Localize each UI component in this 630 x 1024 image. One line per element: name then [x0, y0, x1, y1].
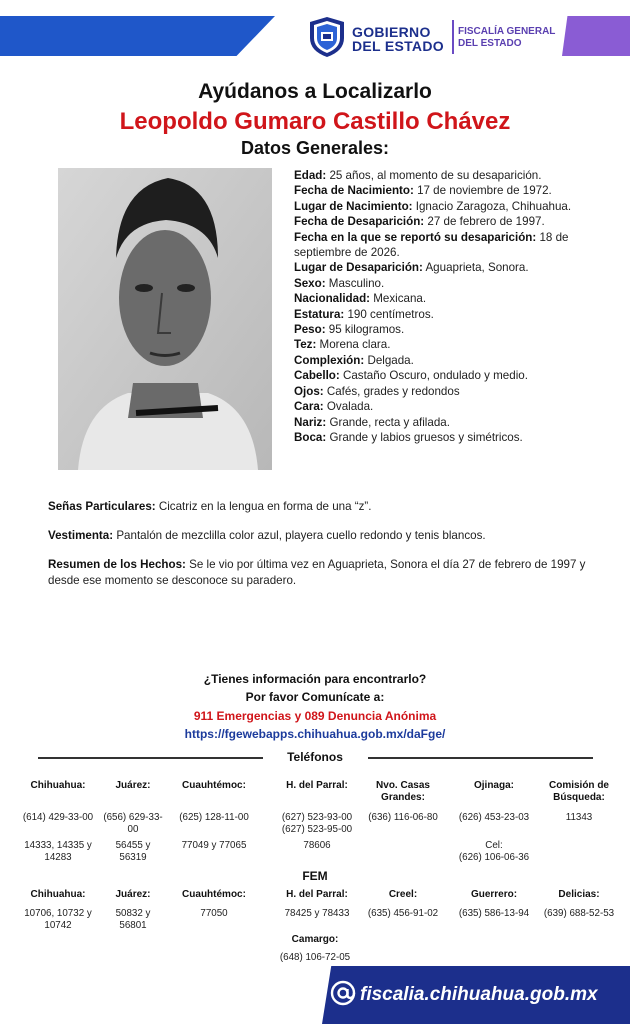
- summary-of-events: [48, 557, 598, 589]
- detail-label: Cabello:: [294, 369, 340, 383]
- phones-header: Cuauhtémoc:: [182, 780, 246, 791]
- summary-label: Resumen de los Hechos:: [48, 558, 186, 571]
- detail-label: Lugar de Nacimiento:: [294, 199, 413, 213]
- fem-header: Delicias:: [558, 889, 600, 900]
- fem-camargo-phone: (648) 106-72-05: [279, 952, 351, 963]
- phones-number: 11343: [565, 812, 593, 823]
- detail-row: [294, 415, 584, 430]
- detail-row: [294, 183, 584, 198]
- detail-label: Cara:: [294, 400, 324, 414]
- phones-extension: 14333, 14335 y 14283: [24, 840, 92, 863]
- fem-number: 50832 y 56801: [115, 908, 151, 931]
- contact-question: ¿Tienes información para encontrarlo?: [203, 672, 427, 686]
- detail-row: [294, 168, 584, 183]
- detail-label: Complexión:: [294, 353, 365, 367]
- clothing-label: Vestimenta:: [48, 529, 114, 542]
- phones-number: (656) 629-33-00: [103, 812, 163, 835]
- detail-value: Castaño Oscuro, ondulado y medio.: [339, 369, 528, 383]
- phones-header: Chihuahua:: [30, 780, 86, 791]
- fem-number: 77050: [200, 908, 228, 919]
- detail-label: Ojos:: [294, 384, 324, 398]
- detail-label: Fecha en la que se reportó su desaparición:: [294, 230, 537, 244]
- phones-header: Ojinaga:: [473, 780, 514, 791]
- distinguishing-marks-value: Cicatriz en la lengua en forma de una “z”.: [155, 500, 372, 513]
- fem-number: 10706, 10732 y 10742: [24, 908, 92, 931]
- footer-website-link[interactable]: fiscalia.chihuahua.gob.mx: [360, 984, 598, 1005]
- detail-label: Tez:: [294, 338, 317, 352]
- detail-label: Nacionalidad:: [294, 292, 371, 306]
- detail-value: 27 de febrero de 1997.: [424, 215, 545, 229]
- detail-row: [294, 230, 584, 261]
- detail-row: [294, 322, 584, 337]
- detail-row: [294, 291, 584, 306]
- section-subtitle: Datos Generales:: [240, 138, 390, 158]
- gov-title-line2: DEL ESTADO: [352, 38, 444, 54]
- detail-label: Edad:: [294, 169, 327, 182]
- phones-number: (614) 429-33-00: [22, 812, 94, 823]
- detail-value: Masculino.: [325, 276, 385, 290]
- detail-row: [294, 214, 584, 229]
- detail-value: Grande y labios gruesos y simétricos.: [326, 430, 523, 444]
- detail-value: Delgada.: [364, 353, 414, 367]
- detail-label: Estatura:: [294, 307, 345, 321]
- distinguishing-marks-label: Señas Particulares:: [48, 500, 156, 513]
- fiscalia-title-line2: DEL ESTADO: [458, 38, 522, 49]
- detail-row: [294, 199, 584, 214]
- fem-number: (635) 456-91-02: [367, 908, 439, 919]
- detail-value: Aguaprieta, Sonora.: [422, 261, 529, 275]
- fiscalia-title-line1: FISCALÍA GENERAL: [458, 26, 556, 37]
- phones-title: Teléfonos: [287, 750, 343, 764]
- email-at-icon: [330, 980, 356, 1006]
- detail-label: Lugar de Desaparición:: [294, 261, 423, 275]
- detail-row: [294, 337, 584, 352]
- phones-header: Comisión de Búsqueda:: [548, 780, 609, 803]
- detail-value: Grande, recta y afilada.: [326, 415, 450, 429]
- detail-row: [294, 368, 584, 383]
- phones-header: Juárez:: [115, 780, 151, 791]
- detail-label: Sexo:: [294, 276, 326, 290]
- header-band-left: [0, 16, 275, 56]
- detail-row: [294, 307, 584, 322]
- detail-label: Fecha de Desaparición:: [294, 215, 425, 229]
- fem-header: Creel:: [388, 889, 418, 900]
- summary-value: Se le vio por última vez en Aguaprieta, Sonora el día 27 de febrero de 1997 y desde ese momento se desconoce su paradero.: [48, 558, 586, 587]
- detail-value: Cafés, grades y redondos: [323, 384, 460, 398]
- fem-header: Chihuahua:: [30, 889, 86, 900]
- phones-extension: Cel: (626) 106-06-36: [458, 840, 530, 863]
- detail-value: Ovalada.: [323, 400, 374, 414]
- phones-extension: 78606: [303, 840, 331, 851]
- detail-value: 17 de noviembre de 1972.: [413, 184, 552, 198]
- detail-value: Mexicana.: [370, 292, 427, 306]
- fem-header: Guerrero:: [470, 889, 518, 900]
- phones-number: (627) 523-93-00 (627) 523-95-00: [281, 812, 353, 835]
- phones-extension: 77049 y 77065: [181, 840, 247, 851]
- contact-url-link[interactable]: https://fgewebapps.chihuahua.gob.mx/daFge/: [184, 727, 446, 741]
- detail-label: Peso:: [294, 323, 326, 337]
- phones-header: Nvo. Casas Grandes:: [376, 780, 430, 803]
- detail-value: 95 kilogramos.: [325, 323, 405, 337]
- detail-row: [294, 399, 584, 414]
- page-title: Ayúdanos a Localizarlo: [198, 80, 432, 103]
- header-divider: [452, 20, 454, 54]
- person-photo: [58, 168, 272, 470]
- detail-value: 18 de septiembre de 2026.: [294, 230, 569, 260]
- emergency-numbers: 911 Emergencias y 089 Denuncia Anónima: [193, 709, 437, 723]
- clothing-value: Pantalón de mezclilla color azul, playera cuello redondo y tenis blancos.: [113, 529, 486, 542]
- detail-value: Morena clara.: [316, 338, 391, 352]
- detail-value: 25 años, al momento de su desaparición.: [326, 169, 542, 182]
- fem-header: Cuauhtémoc:: [182, 889, 246, 900]
- detail-row: [294, 353, 584, 368]
- detail-row: [294, 430, 584, 445]
- phones-number: (636) 116-06-80: [368, 812, 438, 823]
- contact-instruction: Por favor Comunícate a:: [245, 690, 385, 704]
- detail-value: Ignacio Zaragoza, Chihuahua.: [412, 199, 572, 213]
- distinguishing-marks: [48, 499, 598, 515]
- fem-header: H. del Parral:: [286, 889, 348, 900]
- detail-label: Fecha de Nacimiento:: [294, 184, 414, 198]
- clothing: [48, 528, 598, 544]
- phones-extension: 56455 y 56319: [115, 840, 151, 863]
- detail-value: 190 centímetros.: [344, 307, 434, 321]
- fem-number: (639) 688-52-53: [543, 908, 615, 919]
- missing-person-name: Leopoldo Gumaro Castillo Chávez: [119, 108, 511, 135]
- gov-title-line1: GOBIERNO: [352, 24, 431, 40]
- detail-label: Nariz:: [294, 415, 327, 429]
- detail-row: [294, 276, 584, 291]
- fem-number: 78425 y 78433: [284, 908, 350, 919]
- fem-number: (635) 586-13-94: [458, 908, 530, 919]
- fem-camargo-label: Camargo:: [291, 934, 339, 945]
- phones-header: H. del Parral:: [286, 780, 348, 791]
- detail-label: Boca:: [294, 430, 327, 444]
- detail-row: [294, 260, 584, 275]
- state-seal-icon: [308, 16, 346, 58]
- phones-number: (626) 453-23-03: [458, 812, 530, 823]
- general-details: [294, 168, 584, 445]
- fem-title: FEM: [302, 869, 328, 883]
- fem-header: Juárez:: [115, 889, 151, 900]
- phones-number: (625) 128-11-00: [179, 812, 249, 823]
- divider-right: [368, 757, 593, 759]
- detail-row: [294, 384, 584, 399]
- header-band-right: [562, 16, 630, 56]
